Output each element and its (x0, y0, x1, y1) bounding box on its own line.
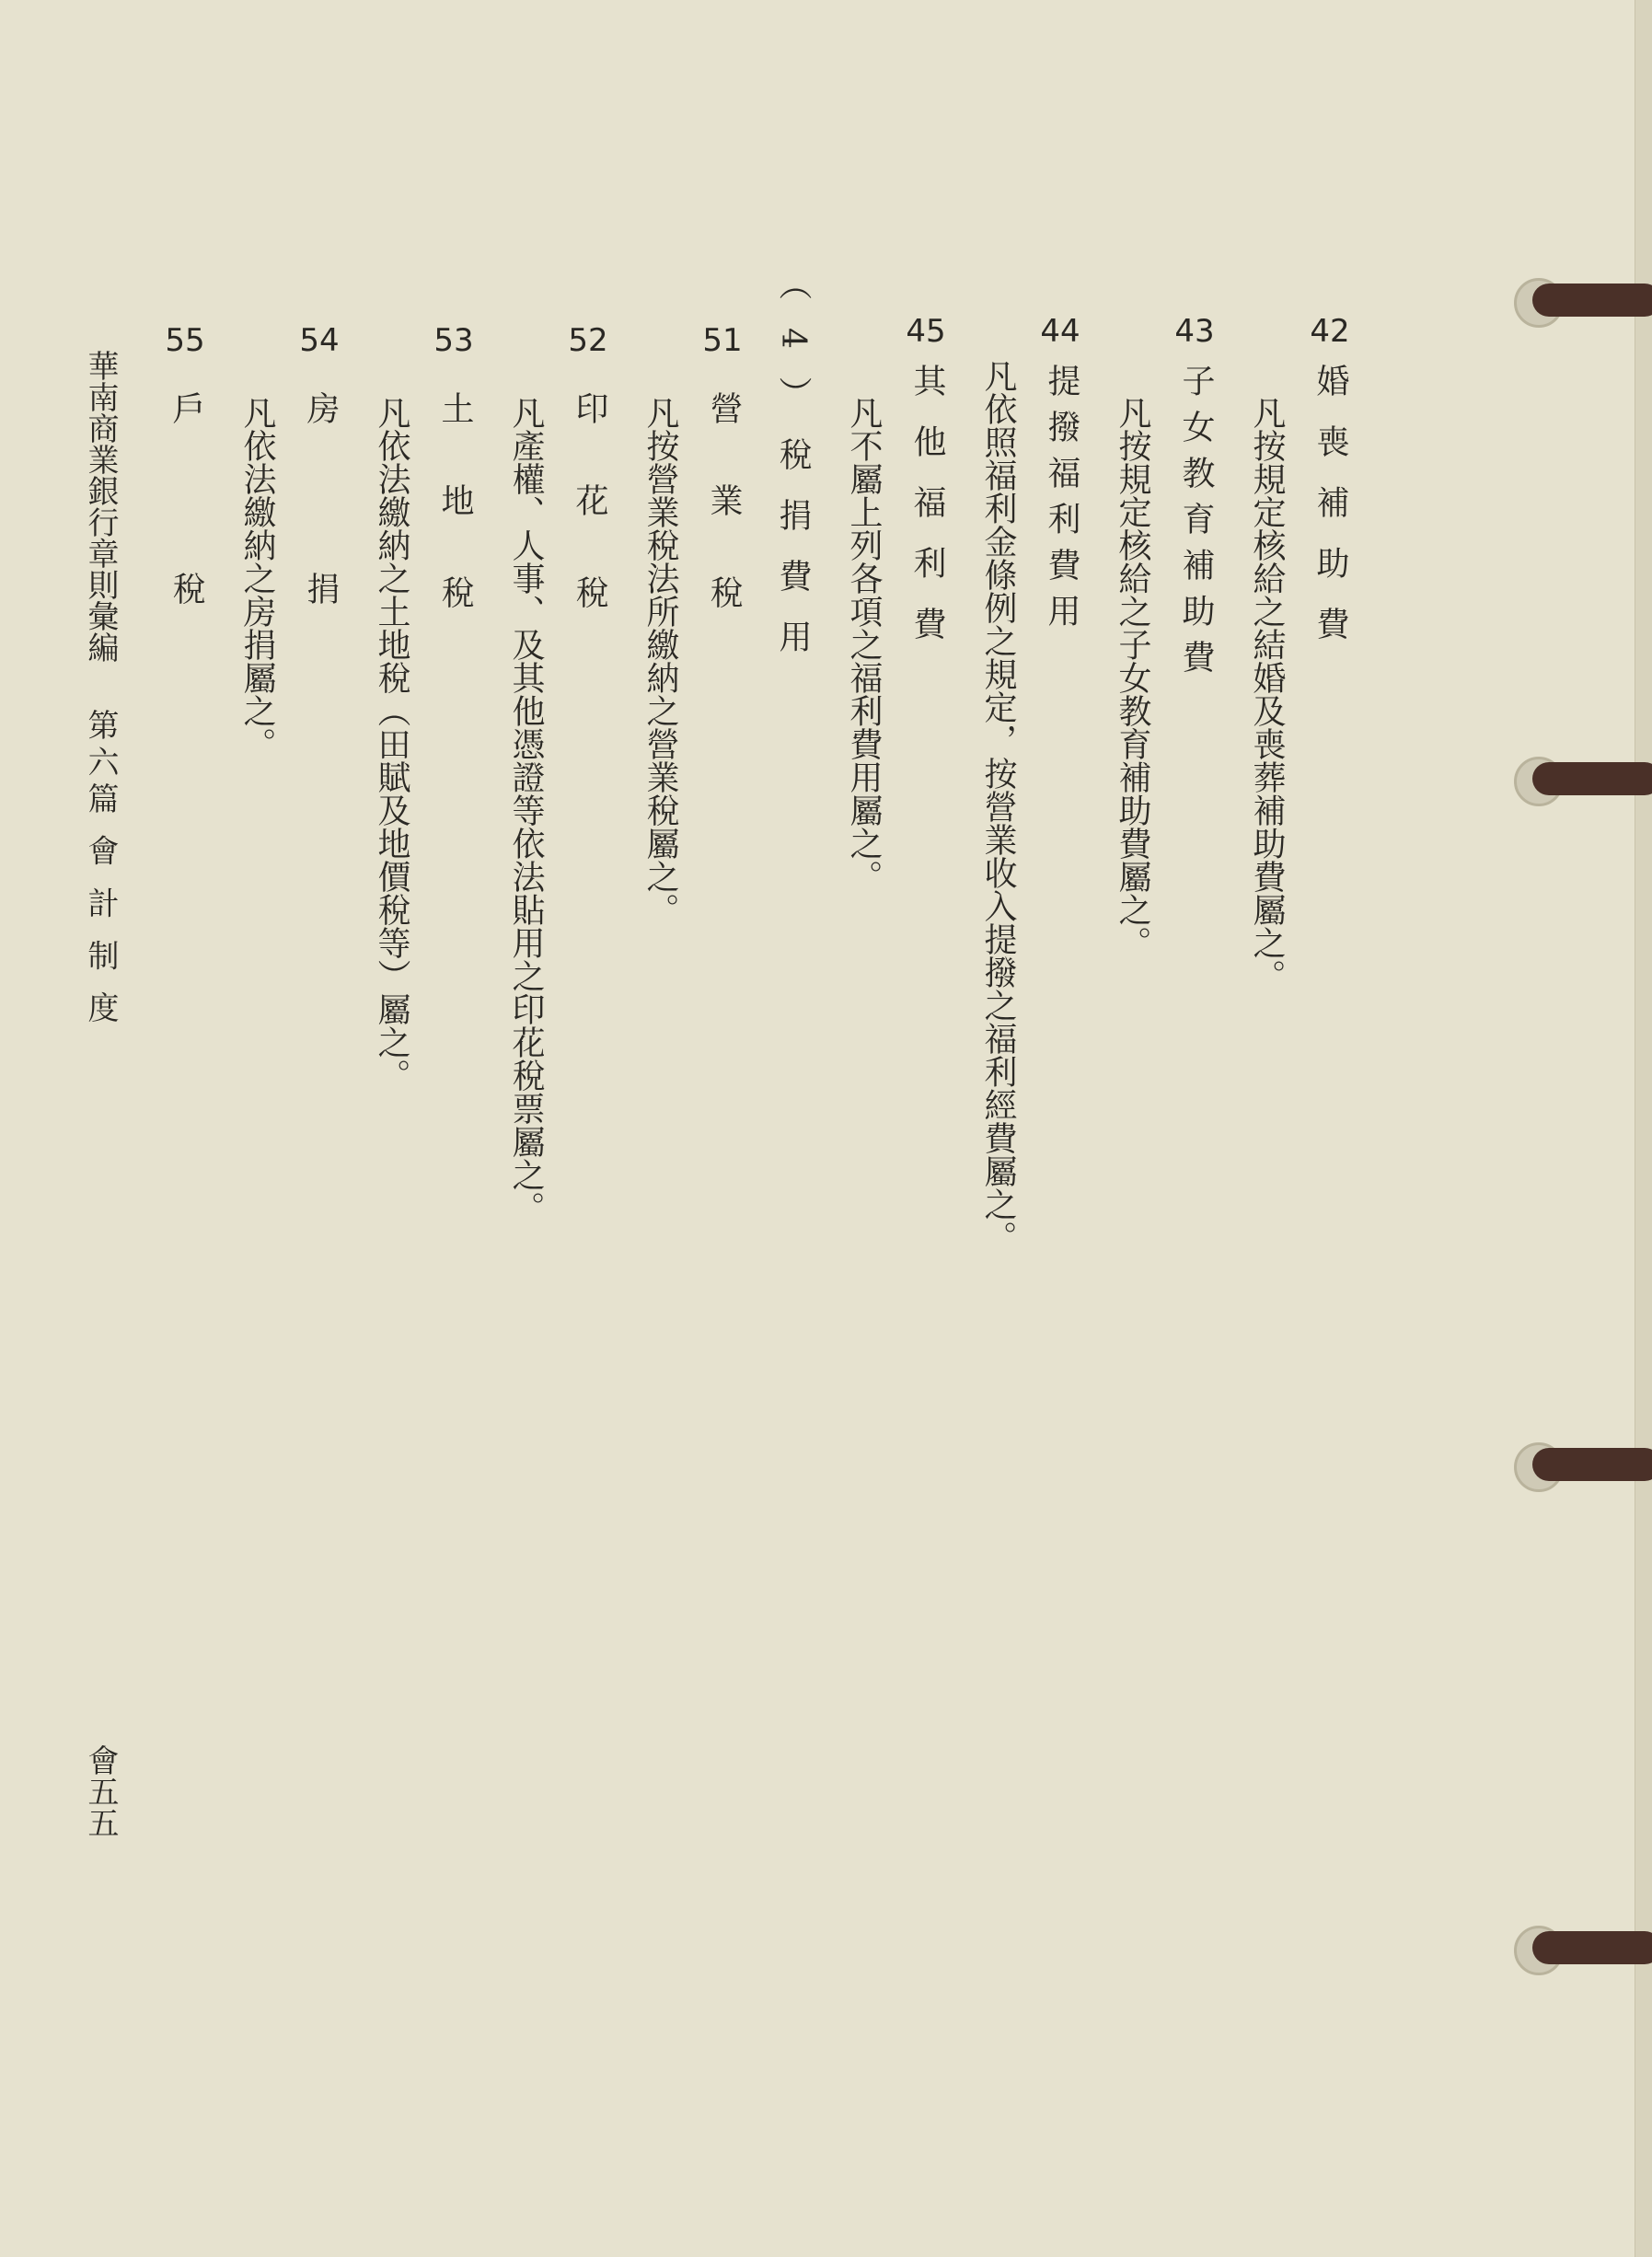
entry-description: 凡按規定核給之結婚及喪葬補助費屬之。 (1248, 396, 1286, 992)
entry-title: 印花稅 (571, 391, 608, 667)
binding-cord (1514, 267, 1652, 331)
section-heading: （4）稅捐費用 (774, 267, 812, 680)
entry-description: 凡依法繳納之土地稅（田賦及地價稅等）屬之。 (373, 396, 410, 1092)
entry-title: 其他福利費 (908, 364, 946, 667)
binding-cord (1514, 746, 1652, 810)
entry-title: 土地稅 (436, 391, 474, 667)
entry-description: 凡不屬上列各項之福利費用屬之。 (845, 396, 883, 893)
entry-number: 42 (1310, 313, 1350, 350)
entry-number: 52 (568, 322, 608, 359)
chapter-title: 第六篇 會 計 制 度 (82, 709, 119, 1029)
entry-title: 提撥福利費用 (1043, 364, 1080, 640)
binding-cord (1514, 1915, 1652, 1979)
entry-title: 營業稅 (705, 391, 743, 667)
entry-number: 45 (906, 313, 946, 350)
entry-number: 44 (1040, 313, 1080, 350)
entry-number: 54 (299, 322, 340, 359)
entry-number: 51 (702, 322, 743, 359)
entry-title: 子女教育補助費 (1177, 364, 1215, 686)
entry-description: 凡按規定核給之子女教育補助費屬之。 (1114, 396, 1151, 959)
entry-title: 戶稅 (168, 391, 205, 752)
book-title: 華南商業銀行章則彙編 (82, 350, 119, 663)
entry-description: 凡依照福利金條例之規定，按營業收入提撥之福利經費屬之。 (979, 359, 1017, 1254)
entry-number: 55 (165, 322, 205, 359)
page-number: 會五五 (82, 1744, 119, 1838)
entry-number: 43 (1174, 313, 1215, 350)
entry-title: 婚喪補助費 (1311, 364, 1349, 667)
entry-description: 凡按營業稅法所繳納之營業稅屬之。 (641, 396, 679, 926)
binding-cord (1514, 1431, 1652, 1496)
entry-number: 53 (433, 322, 474, 359)
entry-description: 凡依法繳納之房捐屬之。 (238, 396, 276, 760)
entry-title: 房捐 (302, 391, 340, 752)
entry-description: 凡產權、人事、及其他憑證等依法貼用之印花稅票屬之。 (507, 396, 545, 1224)
